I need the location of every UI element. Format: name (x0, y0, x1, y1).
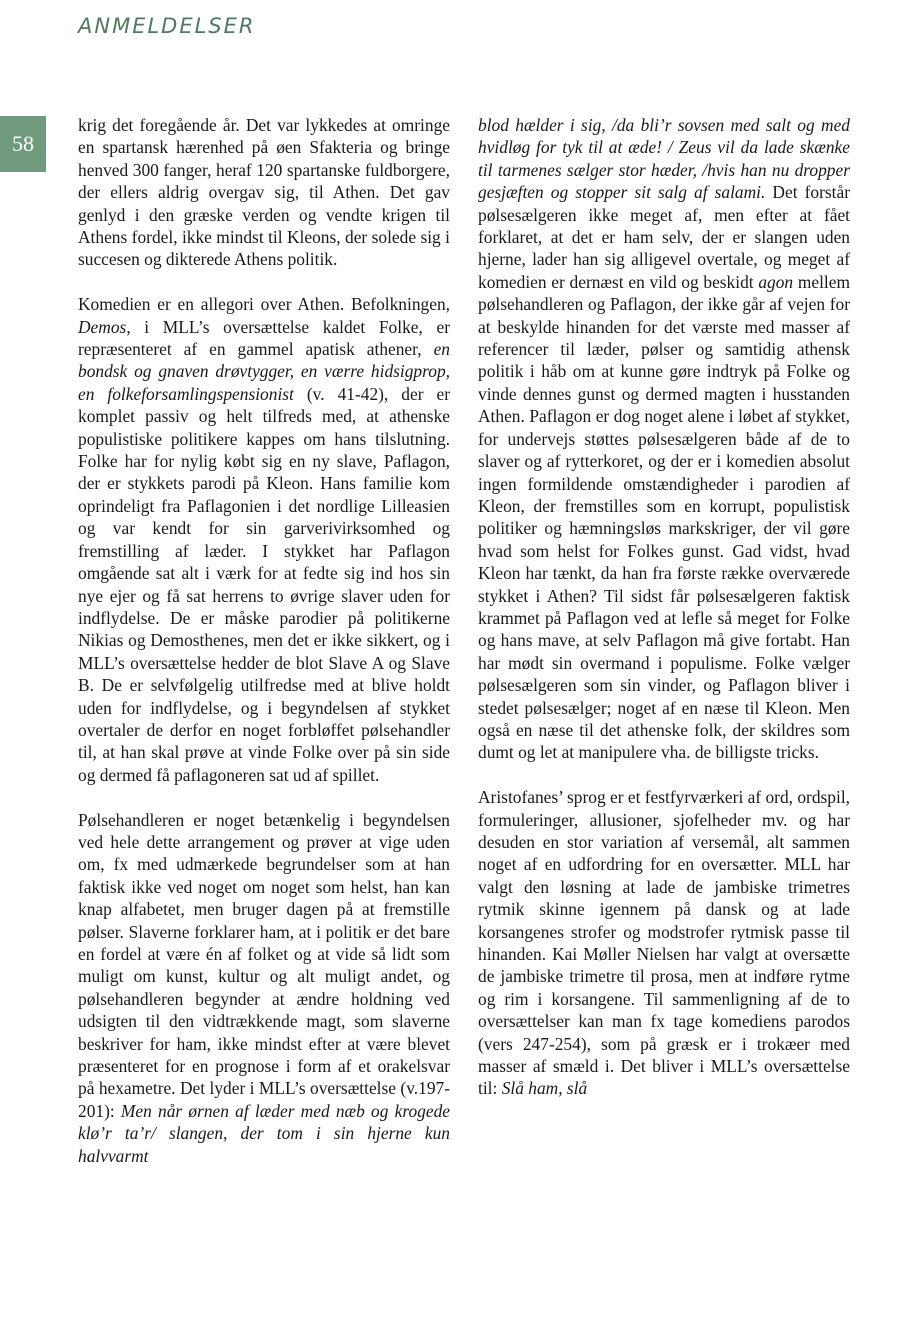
italic-run: Slå ham, slå (501, 1078, 588, 1099)
text-run: Pølsehandleren er noget betænkelig i begyndelsen ved hele dette arrangement og prøver at vige uden om, fx med udmærkede begrundelser som at han faktisk ikke ved noget om noget som helst, han kan knap alfabetet, men bruger dagen på at fremstille pølser. Slaverne forklarer ham, at i politik er det bare en fordel at være én af folket og at vide så lidt som muligt om kunst, kultur og alt muligt andet, og pølsehandleren begynder at ændre holdning ved udsigten til den vidtrækkende magt, som slaverne beskriver for ham, ikke mindst efter at være blevet præsenteret for en prognose i form af et orakelsvar på hexametre. Det lyder i MLL’s oversættelse (v.197-201): (78, 809, 450, 1121)
italic-run: Demos (78, 316, 127, 337)
right-column (478, 114, 850, 1100)
paragraph (478, 114, 850, 764)
text-run: krig det foregående år. Det var lykkedes at omringe en spartansk hærenhed på øen Sfakteria og bringe henved 300 fanger, heraf 120 spartanske fuldborgere, der ellers aldrig overgav sig, til Athen. Det gav genlyd i den græske verden og vendte krigen til Athens fordel, ikke mindst til Kleons, der solede sig i succesen og dikterede Athens politik. (78, 115, 450, 270)
text-run: Komedien er en allegori over Athen. Befolkningen, (78, 294, 450, 315)
page-number-tab (0, 116, 46, 172)
italic-run: blod hælder i sig, /da bli’r sovsen med salt og med hvidløg for tyk til at æde! / Zeus vil da lade skænke til tarmenes sælger stor hæder, /hvis han nu dropper gesjæften og stopper sit salg af salami. (478, 115, 850, 203)
italic-run: agon (758, 271, 794, 292)
italic-run: en bondsk og gnaven drøvtygger, en værre hidsigprop, en folkeforsamlingspensionist (78, 339, 450, 404)
text-run: (v. 41-42), der er komplet passiv og helt tilfreds med, at athenske populistiske politikere kappes om hans tilslutning. Folke har for nylig købt sig en ny slave, Paflagon, der er stykkets parodi på Kleon. Hans familie kom oprindeligt fra Paflagonien i det nordlige Lilleasien og var kendt for sin garverivirksomhed og fremstilling af læder. I stykket har Paflagon omgående sat alt i værk for at fedte sig ind hos sin nye ejer og få sat herrens to øvrige slaver uden for indflydelse. De er måske parodier på politikerne Nikias og Demosthenes, men det er ikke sikkert, og i MLL’s oversættelse hedder de blot Slave A og Slave B. De er selvfølgelig utilfredse med at blive holdt uden for indflydelse, og i begyndelsen af stykket overtaler de derfor en noget forbløffet pølsehandler til, at han skal prøve at vinde Folke over på sin side og dermed få paflagoneren sat ud af spillet. (78, 383, 450, 785)
left-column (78, 114, 450, 1167)
paragraph (78, 809, 450, 1168)
section-header: ANMELDELSER (78, 14, 256, 38)
text-run: Det forstår pølsesælgeren ikke meget af, men efter at fået forklaret, at det er ham selv, der er slangen uden hjerne, lader han sig alligevel overtale, og meget af komedien er dernæst en vild og beskidt (478, 182, 850, 292)
italic-run: Men når ørnen af læder med næb og krogede klø’r ta’r/ slangen, der tom i sin hjerne kun halvvarmt (78, 1100, 450, 1166)
text-run: mellem pølsehandleren og Paflagon, der ikke går af vejen for at beskylde hinanden for det værste med masser af referencer til læder, pølser og samtidig athensk politik i håb om at kunne gøre indtryk på Folke og vinde dennes gunst og dermed magten i husstanden Athen. Paflagon er dog noget alene i løbet af stykket, for undervejs støttes pølsesælgeren både af de to slaver og af rytterkoret, og der er i komedien absolut ingen formildende omstændigheder i parodien af Kleon, der fremstilles som en korrupt, populistisk politiker og hæmningsløs markskriger, der vil gøre hvad som helst for Folkes gunst. Gad vidst, hvad Kleon har tænkt, da han fra første række overværede stykket i Athen? Til sidst får pølsesælgeren faktisk krammet på Paflagon ved at lefle så meget for Folke og hans mave, at selv Paflagon må give fortabt. Han har mødt sin overmand i populisme. Folke vælger pølsesælgeren som sin vinder, og Paflagon bliver i stedet pølsesælger; noget af en næse til Kleon. Men også en næse til det athenske folk, der skildres som dumt og let at manipulere vha. de billigste tricks. (478, 271, 850, 763)
text-run: Aristofanes’ sprog er et festfyrværkeri af ord, ordspil, formuleringer, allusioner, sjofelheder mv. og har desuden en stor variation af versemål, alt sammen noget af en udfordring for en oversætter. MLL har valgt den løsning at lade de jambiske trimetres rytmik skinne igennem på dansk og at lade korsangenes strofer og modstrofer rytmisk passe til hinanden. Kai Møller Nielsen har valgt at oversætte de jambiske trimetre til prosa, men at indføre rytme og rim i korsangene. Til sammenligning af de to oversættelser kan man fx tage komediens parodos (vers 247-254), som på græsk er i trokæer med masser af smæld i. Det bliver i MLL’s oversættelse til: (478, 787, 851, 1099)
paragraph (78, 114, 450, 271)
text-run: , i MLL’s oversættelse kaldet Folke, er repræsenteret af en gammel apatisk athener, (78, 316, 450, 360)
paragraph (478, 786, 850, 1100)
paragraph (78, 293, 450, 786)
page-number: 58 (12, 131, 34, 156)
